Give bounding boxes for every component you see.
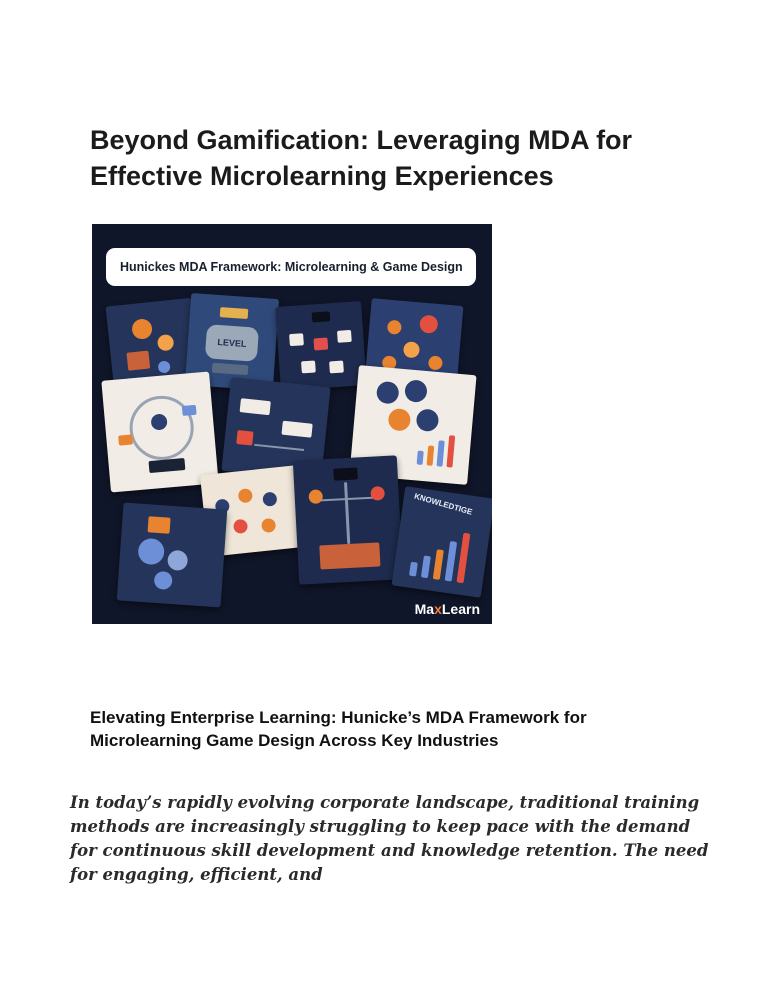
article-subtitle: Elevating Enterprise Learning: Hunicke’s MDA Framework for Microlearning Game Design Across Key Industries	[90, 708, 587, 750]
node-icon	[337, 330, 352, 343]
hexagon-icon	[376, 381, 400, 405]
trunk-line	[344, 482, 350, 544]
puzzle-icon	[167, 550, 188, 571]
node-icon	[261, 518, 276, 533]
puzzle-icon	[148, 516, 171, 533]
illustration-card-puzzle	[117, 502, 228, 607]
chart-bar-icon	[445, 541, 457, 582]
coin-icon	[387, 320, 402, 335]
graduation-cap-icon	[148, 458, 185, 473]
chart-bar-icon	[436, 440, 444, 466]
chart-bar-icon	[409, 562, 418, 577]
chart-bar-icon	[457, 533, 471, 583]
illustration-card-knowledge-growth	[391, 486, 492, 598]
illustration-card-tree	[293, 455, 403, 584]
chart-bar-icon	[427, 445, 435, 465]
hexagon-icon	[416, 408, 440, 432]
puzzle-icon	[137, 538, 165, 566]
chart-bar-icon	[446, 435, 455, 467]
dollar-icon	[419, 314, 439, 334]
leaf-icon	[370, 486, 385, 501]
node-icon	[262, 491, 277, 506]
intro-paragraph: In today’s rapidly evolving corporate landscape, traditional training methods are increasingly struggling to keep pace with the demand for continuous skill development and knowledge retention. The need for engaging, efficient, and	[70, 793, 709, 884]
gauge-icon	[212, 363, 249, 375]
chart-bar-icon	[421, 555, 431, 578]
node-icon	[233, 519, 248, 534]
chart-bar-icon	[433, 549, 444, 580]
gem-icon	[158, 360, 171, 373]
message-icon	[281, 421, 312, 438]
badge-icon	[157, 334, 175, 352]
step-icon	[182, 405, 197, 416]
step-icon	[118, 434, 133, 445]
hexagon-icon	[404, 379, 428, 403]
leaf-icon	[308, 489, 323, 504]
graduation-cap-icon	[333, 467, 358, 480]
node-icon	[238, 488, 253, 503]
level-badge-icon	[205, 324, 259, 362]
node-icon	[329, 360, 344, 373]
crown-icon	[220, 307, 249, 319]
coin-icon	[403, 341, 420, 358]
puzzle-icon	[154, 571, 173, 590]
block-icon	[126, 351, 150, 371]
node-icon	[301, 360, 316, 373]
article-title: Beyond Gamification: Leveraging MDA for Effective Microlearning Experiences	[90, 125, 633, 191]
illustration-banner: Hunickes MDA Framework: Microlearning & Game Design	[106, 248, 476, 286]
illustration-card-nodes	[275, 301, 367, 391]
hexagon-icon	[387, 408, 411, 432]
alert-icon	[236, 430, 253, 446]
graduation-cap-icon	[312, 311, 331, 322]
chart-bar-icon	[417, 451, 424, 465]
mda-framework-illustration	[92, 224, 492, 624]
maxlearn-logo: MaxLearn	[414, 601, 480, 617]
level-label: LEVEL	[217, 336, 247, 349]
connector-line	[254, 444, 304, 451]
node-icon	[289, 333, 304, 346]
knowledge-label: KNOWLEDTIGE	[413, 491, 474, 517]
coin-icon	[131, 318, 153, 340]
podium-icon	[319, 542, 380, 569]
message-icon	[240, 398, 271, 415]
coin-icon	[428, 355, 443, 370]
node-icon	[313, 338, 328, 351]
